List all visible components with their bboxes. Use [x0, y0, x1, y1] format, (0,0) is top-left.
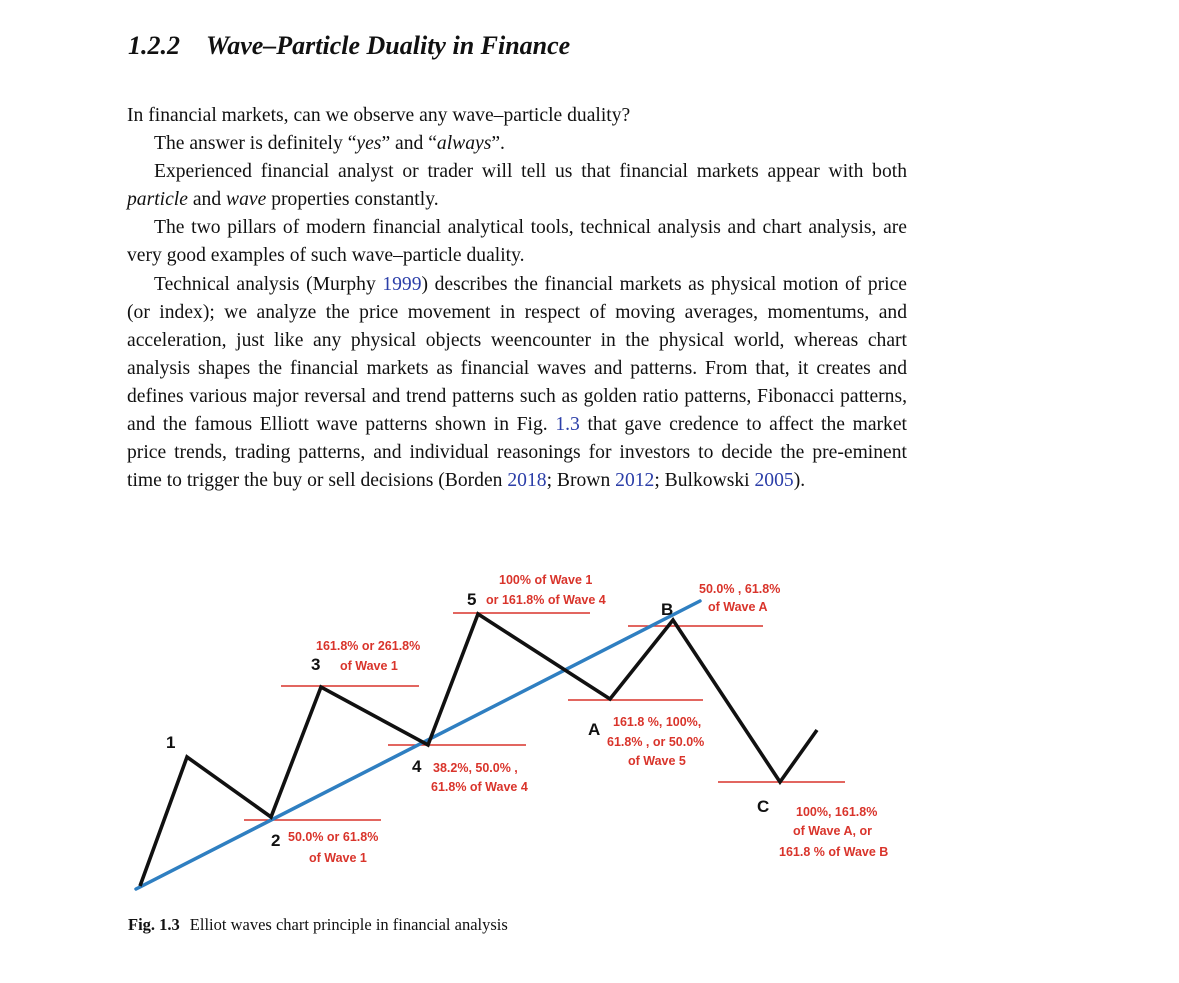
annotation-wave-2: [288, 830, 378, 865]
annotation-wave-a: [607, 715, 704, 768]
text-run: In financial markets, can we observe any wave–particle duality?: [127, 105, 631, 126]
wave-label-3: 3: [311, 655, 321, 674]
citation-link[interactable]: 2012: [615, 470, 655, 492]
wave-label-5: 5: [467, 590, 477, 609]
wave-label-c: C: [757, 797, 770, 816]
citation-link[interactable]: 1999: [382, 273, 422, 295]
annotation-wave-c: [779, 805, 888, 859]
annotation-line: of Wave A: [708, 600, 768, 614]
section-title: Wave–Particle Duality in Finance: [206, 31, 571, 60]
figure-caption-label: Fig. 1.3: [128, 915, 180, 934]
annotation-line: 161.8% or 261.8%: [316, 639, 421, 653]
text-run: ) describes the financial markets as physical motion of price (or index); we analyze the price movement in respect of moving averages, momentums, and acceleration, just like any physical objects weencounter in the physical world, whereas chart analysis shapes the financial markets as financial waves and patterns. From that, it creates and defines various major reversal and trend patterns such as golden ratio patterns, Fibonacci patterns, and the famous Elliott wave patterns shown in Fig.: [127, 273, 907, 436]
text-run: The answer is definitely “: [154, 133, 357, 155]
emphasis: yes: [356, 133, 382, 155]
text-run: that gave credence to affect the market price trends, trading patterns, and individual reasonings for investors to decide the pre-eminent time to trigger the buy or sell decisions (Borden: [127, 414, 907, 492]
text-run: and: [187, 189, 227, 211]
annotation-wave-4: [431, 761, 528, 794]
text-run: Experienced financial analyst or trader will tell us that financial markets appear with both: [154, 161, 907, 183]
emphasis: wave: [226, 189, 267, 211]
text-run: ).: [793, 470, 806, 492]
annotation-line: 61.8% of Wave 4: [431, 780, 528, 794]
wave-label-a: A: [588, 720, 601, 739]
text-run: Technical analysis (Murphy: [154, 273, 383, 295]
citation-link[interactable]: 1.3: [555, 414, 580, 436]
annotation-line: 50.0% , 61.8%: [699, 582, 781, 596]
annotation-line: 161.8 %, 100%,: [613, 715, 702, 729]
text-run: ” and “: [381, 133, 437, 155]
annotation-line: of Wave 1: [340, 659, 398, 673]
annotation-line: or 161.8% of Wave 4: [486, 593, 606, 607]
annotation-line: 50.0% or 61.8%: [288, 830, 379, 844]
annotation-line: 38.2%, 50.0% ,: [433, 761, 518, 775]
text-run: ”.: [491, 133, 505, 155]
annotation-line: of Wave A, or: [793, 824, 872, 838]
annotation-line: 100%, 161.8%: [796, 805, 878, 819]
text-run: ; Bulkowski: [654, 470, 755, 492]
text-run: ; Brown: [546, 470, 616, 492]
annotation-wave-b: [699, 582, 780, 614]
wave-label-1: 1: [166, 733, 176, 752]
wave-label-b: B: [661, 600, 674, 619]
figure-caption-text: Elliot waves chart principle in financial analysis: [189, 915, 508, 934]
annotation-line: 61.8% , or 50.0%: [607, 735, 705, 749]
citation-link[interactable]: 2005: [754, 470, 794, 492]
emphasis: always: [436, 133, 492, 155]
wave-path: [140, 614, 817, 886]
annotation-line: 100% of Wave 1: [499, 573, 593, 587]
annotation-line: of Wave 1: [309, 851, 367, 865]
citation-link[interactable]: 2018: [507, 470, 547, 492]
annotation-wave-5: [486, 573, 606, 607]
annotation-wave-3: [316, 639, 420, 673]
section-number: 1.2.2: [128, 31, 180, 60]
figure-caption: [128, 915, 508, 935]
wave-label-4: 4: [412, 757, 422, 776]
emphasis: particle: [127, 189, 188, 211]
text-run: The two pillars of modern financial analytical tools, technical analysis and chart analysis, are very good examples of such wave–particle duality.: [127, 217, 907, 267]
text-run: properties constantly.: [266, 189, 439, 211]
wave-label-2: 2: [271, 831, 281, 850]
annotation-line: 161.8 % of Wave B: [779, 845, 889, 859]
annotation-line: of Wave 5: [628, 754, 686, 768]
